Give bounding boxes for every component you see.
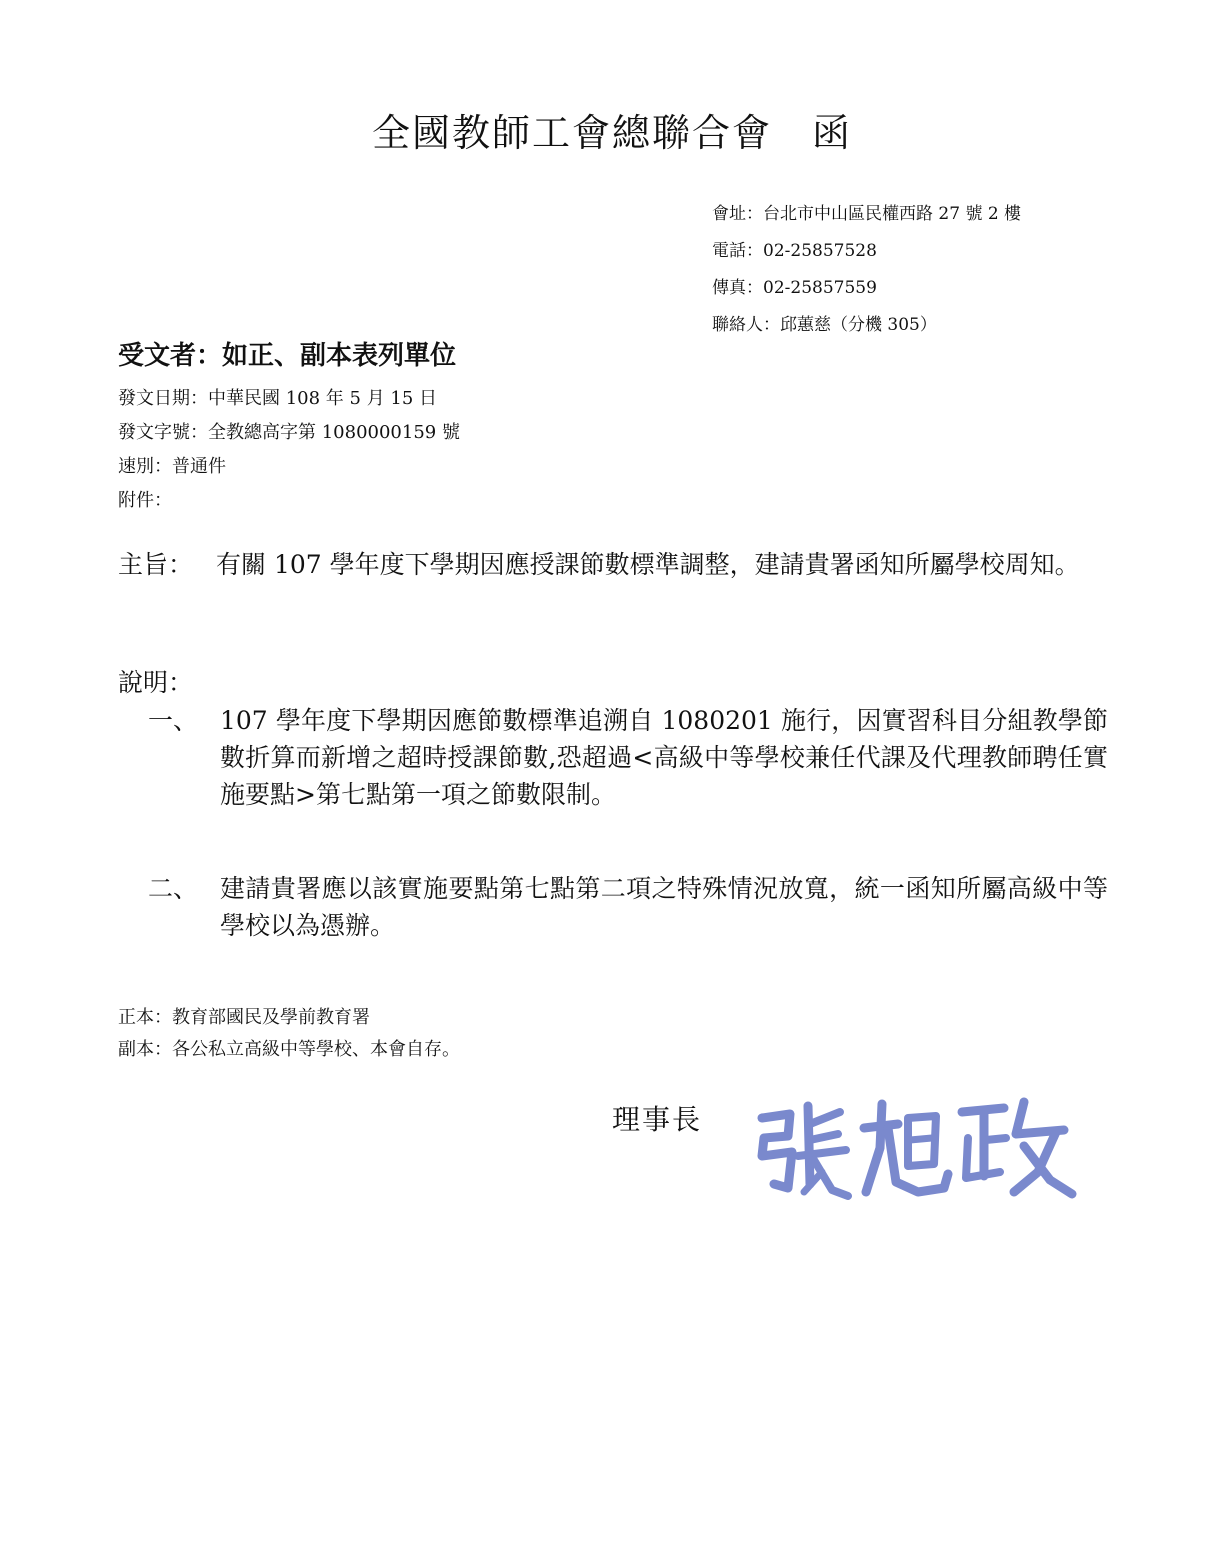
attachment-line: 附件： bbox=[118, 490, 172, 511]
fax-line: 傳真：02-25857559 bbox=[712, 278, 877, 298]
document-meta bbox=[118, 382, 460, 518]
item-text: 107 學年度下學期因應節數標準追溯自 1080201 施行，因實習科目分組教學節數折算而新增之超時授課節數,恐超過<高級中等學校兼任代課及代理教師聘任實施要點>第七點第一項之節數限制。 bbox=[220, 706, 1108, 809]
explanation-item bbox=[148, 702, 1108, 813]
delivery-speed: 速別：普通件 bbox=[118, 456, 226, 477]
document-title: 全國教師工會總聯合會 函 bbox=[371, 111, 852, 155]
phone-line: 電話：02-25857528 bbox=[712, 241, 877, 261]
chairman-title: 理事長 bbox=[612, 1103, 703, 1136]
subject-text: 有關 107 學年度下學期因應授課節數標準調整，建請貴署函知所屬學校周知。 bbox=[216, 550, 1080, 579]
original-recipient: 正本：教育部國民及學前教育署 bbox=[118, 1007, 370, 1028]
explanation-label: 說明： bbox=[118, 668, 194, 697]
explanation-item bbox=[148, 870, 1108, 944]
subject-label: 主旨： bbox=[118, 550, 194, 579]
issue-date: 發文日期：中華民國 108 年 5 月 15 日 bbox=[118, 388, 438, 409]
copy-recipients: 副本：各公私立高級中等學校、本會自存。 bbox=[118, 1039, 460, 1060]
item-number: 二、 bbox=[148, 874, 199, 903]
distribution-list bbox=[118, 1002, 460, 1066]
signature-image bbox=[748, 1088, 1078, 1208]
document-number: 發文字號：全教總高字第 1080000159 號 bbox=[118, 422, 460, 443]
address-line: 會址：台北市中山區民權西路 27 號 2 樓 bbox=[712, 204, 1022, 224]
subject-section bbox=[118, 544, 1108, 586]
item-number: 一、 bbox=[148, 706, 199, 735]
contact-info bbox=[712, 196, 1021, 344]
contact-person-line: 聯絡人：邱蕙慈（分機 305） bbox=[712, 315, 937, 335]
recipient-line: 受文者：如正、副本表列單位 bbox=[118, 341, 457, 371]
item-text: 建請貴署應以該實施要點第七點第二項之特殊情況放寬，統一函知所屬高級中等學校以為憑辦。 bbox=[220, 874, 1108, 940]
